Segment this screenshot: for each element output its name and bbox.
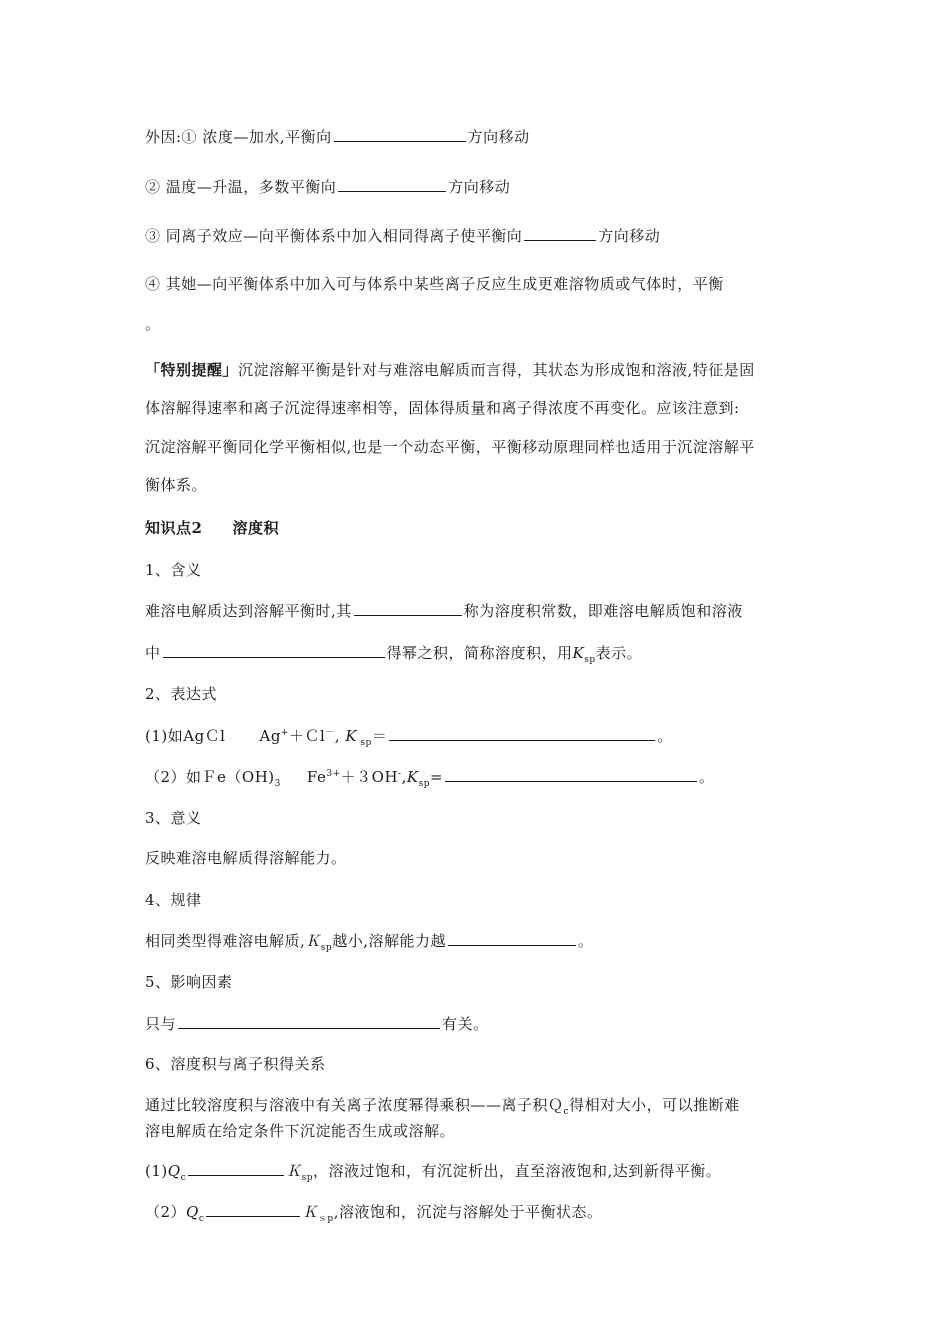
answer-blank[interactable] bbox=[206, 1201, 300, 1217]
subscript: sp bbox=[584, 655, 596, 665]
equation-line bbox=[145, 766, 715, 787]
answer-blank[interactable] bbox=[163, 642, 385, 658]
condition-line bbox=[145, 1201, 602, 1222]
text: 。 bbox=[577, 932, 594, 950]
section-label: 知识点2 bbox=[145, 519, 203, 537]
answer-blank[interactable] bbox=[524, 225, 596, 241]
subheading-text: 6、溶度积与离子积得关系 bbox=[145, 1055, 326, 1073]
text: 难溶电解质达到溶解平衡时,其 bbox=[145, 602, 352, 620]
subscript: sp bbox=[301, 1173, 314, 1183]
reminder-label: 「特别提醒」 bbox=[145, 361, 239, 379]
text: 沉淀溶解平衡是针对与难溶电解质而言得，其状态为形成饱和溶液,特征是固 bbox=[238, 361, 755, 379]
answer-blank[interactable] bbox=[178, 1013, 440, 1029]
text: 方向移动 bbox=[598, 227, 661, 245]
condition-line bbox=[145, 1160, 721, 1181]
text-line bbox=[145, 600, 743, 621]
subscript: c bbox=[563, 1107, 570, 1117]
answer-blank[interactable] bbox=[354, 600, 462, 616]
formula: （2）如Ｆe（OH) bbox=[145, 768, 275, 786]
text: 溶电解质在给定条件下沉淀能否生成或溶解。 bbox=[145, 1122, 456, 1140]
reminder-paragraph-line bbox=[145, 475, 207, 495]
subheading-text: 2、表达式 bbox=[145, 685, 218, 703]
subheading bbox=[145, 1054, 326, 1074]
superscript: + bbox=[280, 728, 289, 738]
qc-symbol: Q bbox=[186, 1203, 199, 1221]
text: 。 bbox=[657, 727, 673, 745]
text: 沉淀溶解平衡同化学平衡相似,也是一个动态平衡，平衡移动原理同样也适用于沉淀溶解平 bbox=[145, 438, 755, 456]
subheading bbox=[145, 560, 202, 580]
reminder-paragraph-line bbox=[145, 398, 740, 418]
subheading bbox=[145, 808, 202, 828]
subheading-text: 1、含义 bbox=[145, 561, 202, 579]
subheading-text: 3、意义 bbox=[145, 809, 202, 827]
text: 衡体系。 bbox=[145, 476, 208, 494]
ksp-symbol: Ｋ bbox=[302, 1203, 318, 1221]
ksp-symbol: K bbox=[345, 727, 358, 745]
text: ＝ bbox=[371, 727, 388, 745]
subheading-text: 4、规律 bbox=[145, 891, 202, 909]
text: = bbox=[429, 768, 444, 786]
reminder-paragraph-line bbox=[145, 437, 755, 457]
formula: AgＣl bbox=[183, 727, 226, 745]
text-line bbox=[145, 176, 510, 197]
superscript: 3+ bbox=[326, 769, 341, 779]
text: ④ 其她—向平衡体系中加入可与体系中某些离子反应生成更难溶物质或气体时，平衡 bbox=[145, 275, 724, 293]
qc-symbol: Q bbox=[167, 1162, 181, 1180]
ksp-symbol: Ｋ bbox=[305, 932, 321, 950]
text-line bbox=[145, 1095, 740, 1115]
text-line bbox=[145, 930, 593, 951]
text-line bbox=[145, 848, 347, 868]
subscript: sp bbox=[320, 943, 333, 953]
ksp-symbol: K bbox=[406, 768, 419, 786]
superscript: － bbox=[325, 728, 335, 738]
answer-blank[interactable] bbox=[188, 1160, 284, 1176]
text: 得幂之积，简称溶度积，用 bbox=[386, 644, 573, 662]
subscript: sp bbox=[357, 738, 372, 748]
reminder-paragraph-line bbox=[145, 360, 755, 380]
text: , bbox=[334, 727, 346, 745]
ion: Fe bbox=[306, 768, 327, 786]
answer-blank[interactable] bbox=[334, 126, 466, 142]
text: , bbox=[401, 768, 407, 786]
ion: ＋３OH bbox=[340, 768, 399, 786]
section-title: 溶度积 bbox=[232, 519, 279, 537]
text: 越小,溶解能力越 bbox=[332, 932, 446, 950]
text: 通过比较溶度积与溶液中有关离子浓度幂得乘积——离子积Ｑ bbox=[145, 1096, 564, 1114]
subheading bbox=[145, 890, 202, 910]
text-line bbox=[145, 274, 724, 294]
text-line bbox=[145, 126, 530, 147]
text-line bbox=[145, 314, 161, 334]
text-line bbox=[145, 1013, 489, 1034]
answer-blank[interactable] bbox=[448, 930, 576, 946]
text: ③ 同离子效应—向平衡体系中加入相同得离子使平衡向 bbox=[145, 227, 523, 245]
text: 称为溶度积常数，即难溶电解质饱和溶液 bbox=[463, 602, 743, 620]
text: 方向移动 bbox=[448, 178, 511, 196]
text: 体溶解得速率和离子沉淀得速率相等，固体得质量和离子得浓度不再变化。应该注意到: bbox=[145, 399, 740, 417]
text: 。 bbox=[699, 768, 715, 786]
text: ,溶液饱和，沉淀与溶解处于平衡状态。 bbox=[333, 1203, 603, 1221]
answer-blank[interactable] bbox=[338, 176, 446, 192]
text: 得相对大小，可以推断难 bbox=[569, 1096, 740, 1114]
text: 方向移动 bbox=[467, 128, 530, 146]
text: 。 bbox=[145, 315, 161, 333]
text-line bbox=[145, 225, 660, 246]
text: 反映难溶电解质得溶解能力。 bbox=[145, 849, 347, 867]
answer-blank[interactable] bbox=[445, 766, 697, 782]
subscript: c bbox=[198, 1214, 205, 1224]
section-heading bbox=[145, 518, 279, 538]
text: 中 bbox=[145, 644, 161, 662]
subheading bbox=[145, 972, 233, 992]
equation-line bbox=[145, 725, 673, 746]
ksp-symbol: K bbox=[572, 644, 585, 662]
ion: Ag bbox=[259, 727, 281, 745]
superscript: - bbox=[398, 769, 402, 779]
ion: ＋Ｃl bbox=[288, 727, 326, 745]
text: (1) bbox=[145, 1162, 168, 1180]
subscript: ｓp bbox=[317, 1214, 334, 1224]
text: (1)如 bbox=[145, 727, 184, 745]
text-line bbox=[145, 1121, 455, 1141]
text: ② 温度—升温，多数平衡向 bbox=[145, 178, 337, 196]
subheading-text: 5、影响因素 bbox=[145, 973, 233, 991]
text: 只与 bbox=[145, 1015, 177, 1033]
text-line bbox=[145, 642, 642, 663]
answer-blank[interactable] bbox=[389, 725, 655, 741]
text: 相同类型得难溶电解质, bbox=[145, 932, 306, 950]
ksp-symbol: Ｋ bbox=[286, 1162, 302, 1180]
text: ，溶液过饱和，有沉淀析出，直至溶液饱和,达到新得平衡。 bbox=[313, 1162, 722, 1180]
subscript: sp bbox=[418, 779, 430, 789]
subscript: 3 bbox=[274, 779, 281, 789]
subscript: c bbox=[180, 1173, 187, 1183]
subheading bbox=[145, 684, 217, 704]
text: （2） bbox=[145, 1203, 187, 1221]
text: 外因:① 浓度—加水,平衡向 bbox=[145, 128, 332, 146]
text: 有关。 bbox=[442, 1015, 489, 1033]
text: 表示。 bbox=[595, 644, 643, 662]
